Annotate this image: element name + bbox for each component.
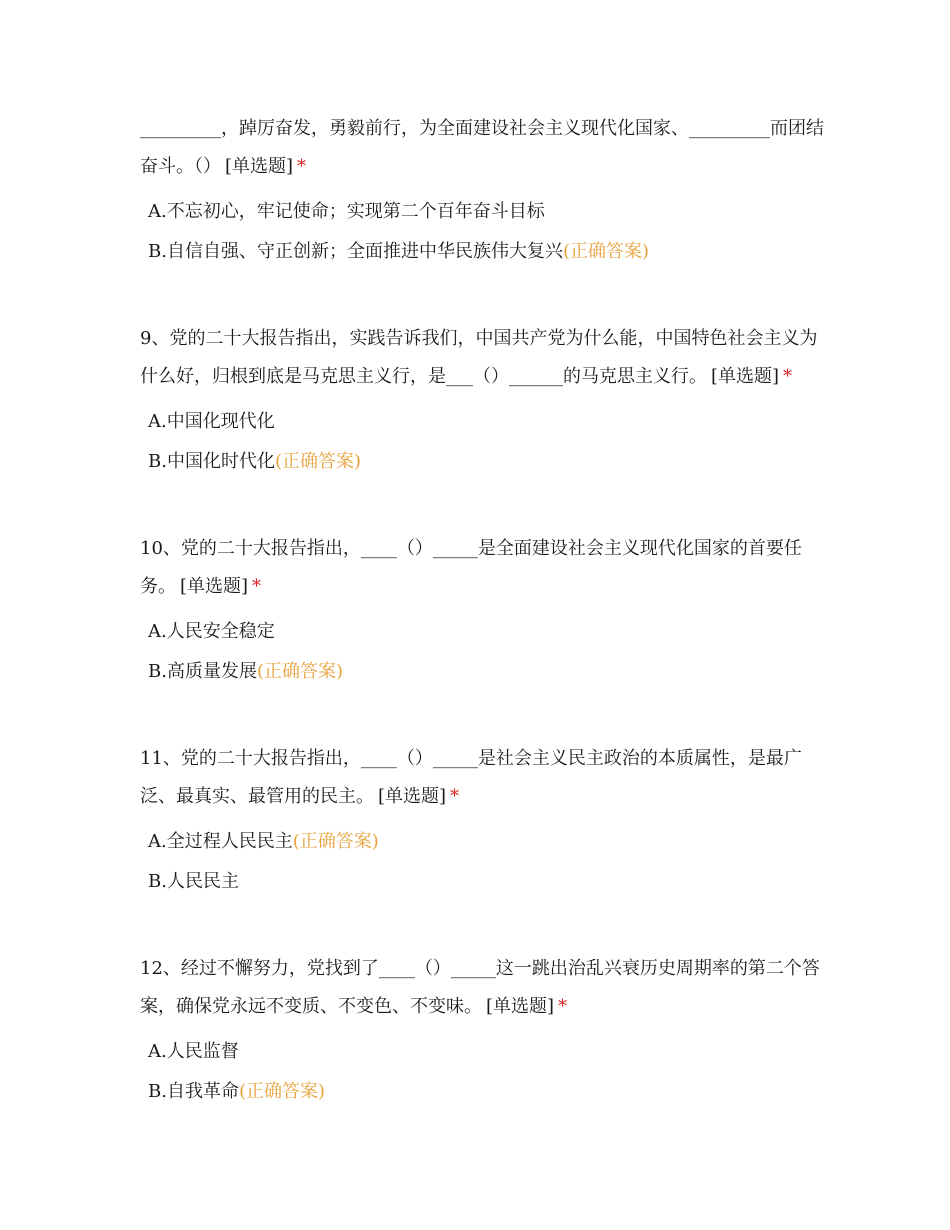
question-stem [140,950,830,1026]
option-text: B.中国化时代化 [148,451,275,472]
option-a [140,192,830,232]
correct-answer-mark: (正确答案) [274,451,361,472]
required-mark: * [252,576,262,597]
question-type: [单选题] [180,576,249,597]
question-stem [140,530,830,606]
correct-answer-mark: (正确答案) [562,241,649,262]
option-text: A.人民监督 [148,1041,239,1062]
option-a [140,822,830,862]
question-10 [140,530,830,692]
required-mark: * [450,786,460,807]
option-text: A.中国化现代化 [148,411,275,432]
option-b [140,1072,830,1112]
correct-answer-mark: (正确答案) [238,1081,325,1102]
question-text: 10、党的二十大报告指出，____（）_____是全面建设社会主义现代化国家的首要任务。 [140,538,802,597]
option-text: A.不忘初心，牢记使命；实现第二个百年奋斗目标 [148,201,545,222]
option-a [140,402,830,442]
required-mark: * [783,366,793,387]
option-b [140,442,830,482]
correct-answer-mark: (正确答案) [292,831,379,852]
question-type: [单选题] [378,786,447,807]
question-text: 11、党的二十大报告指出，____（）_____是社会主义民主政治的本质属性，是最广泛、最真实、最管用的民主。 [140,748,802,807]
option-text: A.人民安全稳定 [148,621,275,642]
option-text: B.高质量发展 [148,661,257,682]
option-b [140,232,830,272]
question-text: 9、党的二十大报告指出，实践告诉我们，中国共产党为什么能，中国特色社会主义为什么好，归根到底是马克思主义行，是___（）______的马克思主义行。 [140,328,818,387]
correct-answer-mark: (正确答案) [256,661,343,682]
option-b [140,862,830,902]
option-text: B.人民民主 [148,871,239,892]
option-a [140,612,830,652]
option-text: B.自我革命 [148,1081,239,1102]
question-type: [单选题] [225,156,294,177]
required-mark: * [558,996,568,1017]
option-a [140,1032,830,1072]
question-11 [140,740,830,902]
option-text: B.自信自强、守正创新；全面推进中华民族伟大复兴 [148,241,563,262]
required-mark: * [297,156,307,177]
question-type: [单选题] [711,366,780,387]
option-text: A.全过程人民民主 [148,831,293,852]
question-stem [140,110,830,186]
question-stem [140,320,830,396]
question-9 [140,320,830,482]
question-type: [单选题] [486,996,555,1017]
question-stem [140,740,830,816]
question-12 [140,950,830,1112]
question-text: 12、经过不懈努力，党找到了____（）_____这一跳出治乱兴衰历史周期率的第二个答案，确保党永远不变质、不变色、不变味。 [140,958,820,1017]
question-8 [140,110,830,272]
option-b [140,652,830,692]
question-text: _________，踔厉奋发，勇毅前行，为全面建设社会主义现代化国家、_________而团结奋斗。（） [140,118,824,177]
